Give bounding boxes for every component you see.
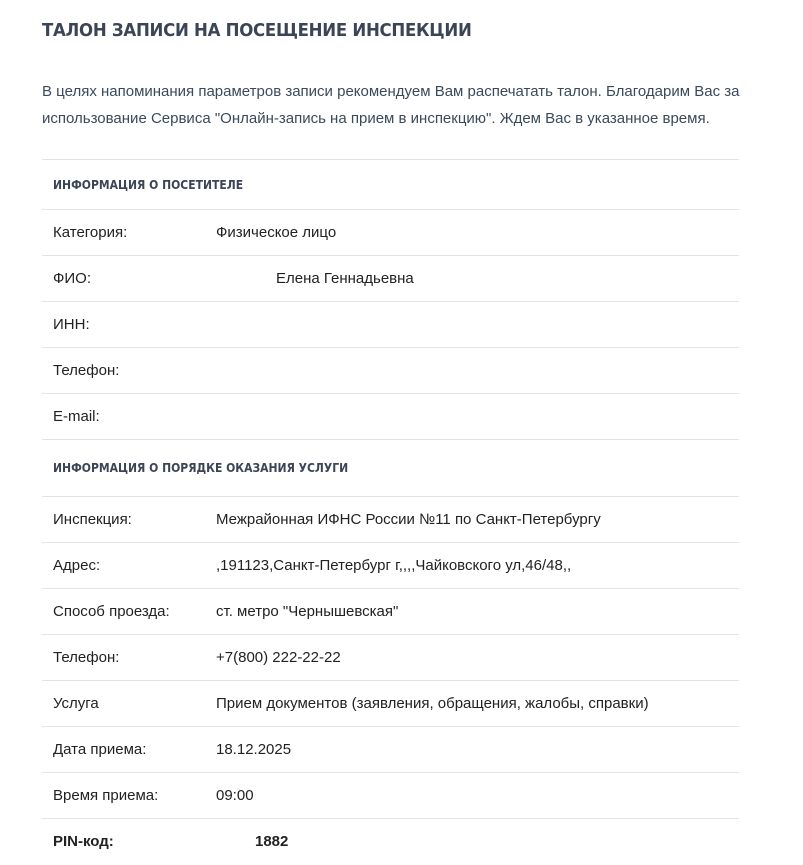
pin-label: PIN-код:	[53, 833, 114, 850]
row-value: Прием документов (заявления, обращения, жалобы, справки)	[216, 695, 649, 712]
row-value: 18.12.2025	[216, 741, 292, 758]
visitor-row-email	[42, 394, 739, 440]
service-row-time	[42, 773, 739, 819]
service-row-service	[42, 681, 739, 727]
row-value: 09:00	[216, 787, 254, 804]
row-label: Категория:	[53, 224, 128, 241]
visitor-row-category	[42, 210, 739, 256]
pin-value: 1882	[255, 833, 289, 850]
row-label: Услуга	[53, 695, 99, 712]
row-label: Способ проезда:	[53, 603, 170, 620]
visitor-row-inn	[42, 302, 739, 348]
ticket-table	[42, 159, 739, 864]
row-label: Телефон:	[53, 362, 120, 379]
row-value: ст. метро "Чернышевская"	[216, 603, 399, 620]
service-row-address	[42, 543, 739, 589]
row-label: ИНН:	[53, 316, 90, 333]
visitor-row-name	[42, 256, 739, 302]
service-row-phone	[42, 635, 739, 681]
page-title: ТАЛОН ЗАПИСИ НА ПОСЕЩЕНИЕ ИНСПЕКЦИИ	[42, 20, 472, 41]
section-heading-service: ИНФОРМАЦИЯ О ПОРЯДКЕ ОКАЗАНИЯ УСЛУГИ	[42, 440, 739, 497]
row-value: Физическое лицо	[216, 224, 337, 241]
row-value: +7(800) 222-22-22	[216, 649, 341, 666]
row-label: Время приема:	[53, 787, 159, 804]
row-value: Елена Геннадьевна	[276, 270, 414, 287]
intro-text: В целях напоминания параметров записи рекомендуем Вам распечатать талон. Благодарим Вас за использование Сервиса "Онлайн-запись на прием в инспекцию". Ждем Вас в указанное время.	[42, 83, 740, 127]
row-label: ФИО:	[53, 270, 92, 287]
service-row-inspection	[42, 497, 739, 543]
row-label: Инспекция:	[53, 511, 132, 528]
visitor-row-phone	[42, 348, 739, 394]
row-value: Межрайонная ИФНС России №11 по Санкт-Петербургу	[216, 511, 601, 528]
row-value: ,191123,Санкт-Петербург г,,,,Чайковского ул,46/48,,	[216, 557, 572, 574]
service-row-route	[42, 589, 739, 635]
section-heading-visitor: ИНФОРМАЦИЯ О ПОСЕТИТЕЛЕ	[42, 160, 739, 210]
pin-row	[42, 819, 739, 864]
row-label: Адрес:	[53, 557, 101, 574]
service-row-date	[42, 727, 739, 773]
row-label: E-mail:	[53, 408, 100, 425]
row-label: Дата приема:	[53, 741, 147, 758]
row-label: Телефон:	[53, 649, 120, 666]
